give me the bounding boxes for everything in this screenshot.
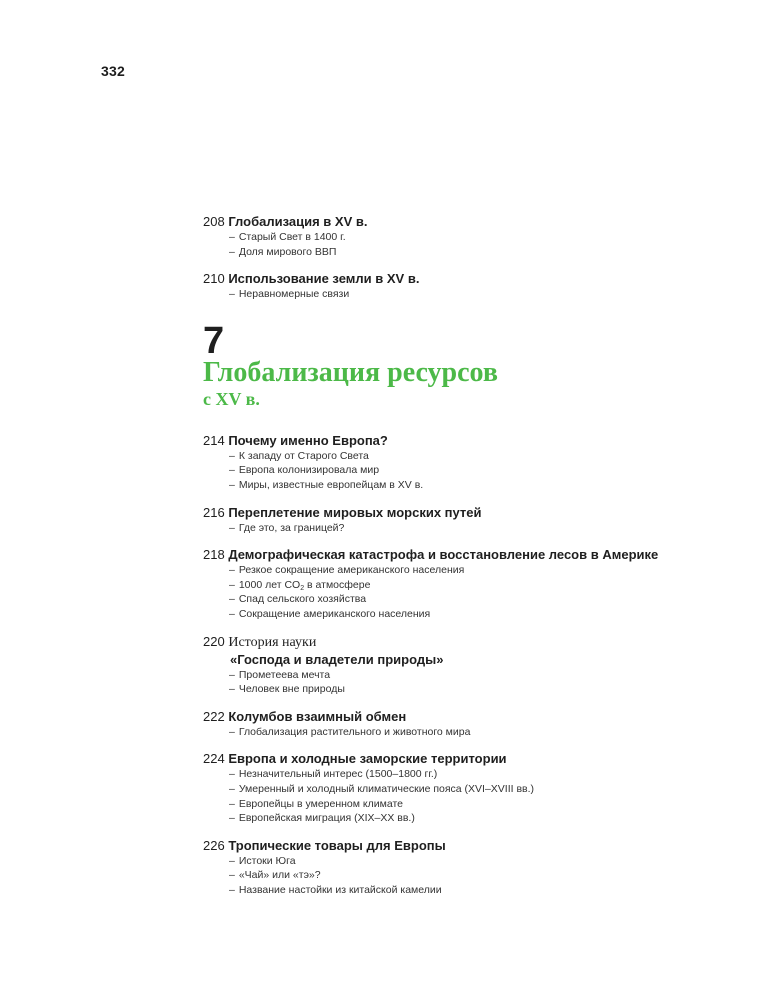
entry-title: 208 Глобализация в XV в. — [203, 214, 368, 229]
entry-subtitle: «Господа и владетели природы» — [230, 651, 444, 667]
table-of-contents — [203, 213, 723, 908]
page-number: 332 — [101, 63, 125, 79]
list-item: – Старый Свет в 1400 г. — [229, 231, 346, 243]
entry-title: 224 Европа и холодные заморские территории — [203, 751, 507, 767]
entry-title: 220 История науки — [203, 633, 317, 650]
entry-title: 218 Демографическая катастрофа и восстановление лесов в Америке — [203, 547, 659, 563]
entry-title: 226 Тропические товары для Европы — [203, 837, 446, 853]
list-item: – Миры, известные европейцам в XV в. — [229, 478, 424, 491]
list-item: – Неравномерные связи — [229, 288, 350, 301]
toc-entry-218[interactable] — [203, 546, 723, 621]
list-item: – Европейская миграция (XIX–XX вв.) — [229, 812, 415, 825]
list-item: – К западу от Старого Света — [229, 449, 369, 462]
entry-title: 222 Колумбов взаимный обмен — [203, 708, 407, 724]
list-item: – 1000 лет $CO_2$ в атмосфере — [229, 578, 371, 592]
entry-title: 214 Почему именно Европа? — [203, 432, 388, 448]
entry-title: 216 Переплетение мировых морских путей — [203, 504, 482, 520]
list-item: – Где это, за границей? — [229, 521, 345, 534]
list-item: – Незначительный интерес (1500–1800 гг.) — [229, 768, 438, 781]
toc-entry-220[interactable] — [203, 633, 723, 697]
list-item: – Название настойки из китайской камелии — [229, 883, 442, 896]
section-label: История науки — [228, 634, 317, 650]
toc-entry-222[interactable] — [203, 708, 723, 740]
list-item: – Доля мирового ВВП — [229, 245, 337, 258]
list-item: – Прометеева мечта — [229, 668, 331, 681]
list-item: – Человек вне природы — [229, 683, 345, 696]
chapter-number: 7 — [203, 319, 225, 362]
list-item: – Спад сельского хозяйства — [229, 593, 367, 606]
list-item: – Умеренный и холодный климатические пояса (XVI–XVIII вв.) — [229, 782, 535, 795]
toc-entry-226[interactable] — [203, 837, 723, 898]
toc-entry-216[interactable] — [203, 504, 723, 536]
chapter-title: Глобализация ресурсов — [203, 356, 498, 388]
list-item: – Глобализация растительного и животного мира — [229, 725, 471, 738]
list-item: – «Чай» или «тэ»? — [229, 869, 321, 882]
list-item: – Сокращение американского населения — [229, 607, 431, 620]
chapter-heading — [203, 319, 723, 410]
chapter-subtitle: с XV в. — [203, 388, 260, 409]
toc-entry-210[interactable] — [203, 270, 723, 302]
toc-entry-208[interactable] — [203, 213, 723, 259]
toc-entry-214[interactable] — [203, 432, 723, 493]
list-item: – Европейцы в умеренном климате — [229, 797, 403, 810]
toc-entry-224[interactable] — [203, 750, 723, 825]
list-item: – Резкое сокращение американского населения — [229, 564, 465, 577]
list-item: – Европа колонизировала мир — [229, 464, 380, 477]
entry-title: 210 Использование земли в XV в. — [203, 271, 420, 287]
list-item: – Истоки Юга — [229, 854, 296, 867]
